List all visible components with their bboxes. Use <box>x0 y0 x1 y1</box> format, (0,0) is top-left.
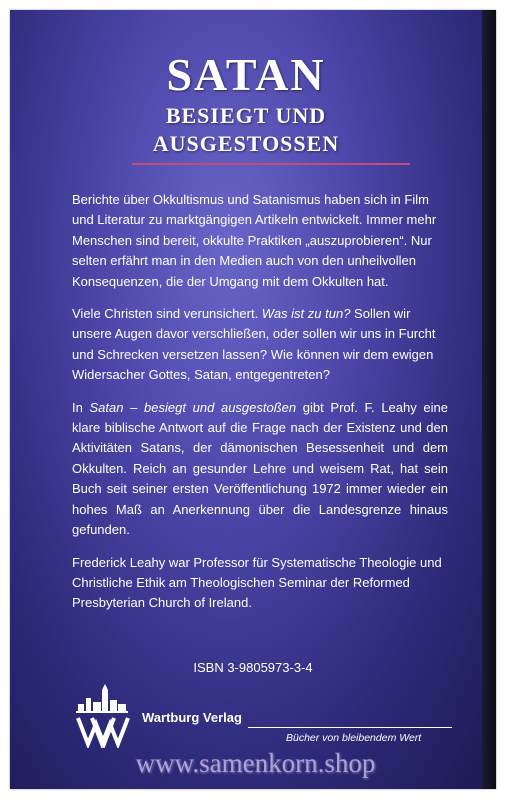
shop-watermark: www.samenkorn.shop <box>135 748 376 778</box>
book-title: SATAN <box>166 49 326 100</box>
blurb-text <box>72 190 448 626</box>
p3-text-b: gibt Prof. F. Leahy eine klare biblische Antwort auf die Frage nach der Existenz und den Aktivitäten Satans, der dämonischen Besessenheit und dem Okkulten. Reich an gesunder Lehre und weisem Rat, hat sein Buch seit seiner ersten Veröffentlichung 1972 immer wieder ein hohes Maß an Anerkennung über die Landesgrenze hinaus gefunden. <box>72 399 448 538</box>
p2-italic: Was ist zu tun? <box>261 306 351 322</box>
book-subtitle <box>10 102 482 158</box>
p3-italic: Satan – besiegt und ausgestoßen <box>89 399 297 415</box>
subtitle-line-2: AUSGESTOSSEN <box>152 131 340 156</box>
slogan-divider <box>248 727 452 728</box>
publisher-slogan: Bücher von bleibendem Wert <box>286 732 422 744</box>
blurb-paragraph-1: Berichte über Okkultismus und Satanismus haben sich in Film und Literatur zu marktgängigen Artikeln entwickelt. Immer mehr Menschen sind bereit, okkulte Praktiken „auszuprobieren“. Nur selten erfährt man in den Medien auch von den unheilvollen Konsequenzen, die der Umgang mit dem Okkulten hat. <box>72 192 437 289</box>
p3-text-a: In <box>72 399 90 415</box>
p2-text-b: Sollen wir unsere Augen davor verschließen, oder sollen wir uns in Furcht und Schrecken versetzen lassen? Wie können wir dem ewigen Widersacher Gottes, Satan, entgegentreten? <box>72 306 436 383</box>
subtitle-line-1: BESIEGT UND <box>165 103 327 128</box>
book-back-cover <box>10 10 496 789</box>
p2-text-a: Viele Christen sind verunsichert. <box>72 306 262 322</box>
publisher-name: Wartburg Verlag <box>142 710 242 725</box>
author-bio: Frederick Leahy war Professor für Systematische Theologie und Christliche Ethik am Theologischen Seminar der Reformed Presbyterian Church of Ireland. <box>72 554 442 611</box>
wartburg-castle-logo-icon <box>72 684 136 748</box>
blurb-paragraph-2 <box>72 304 448 386</box>
title-divider <box>132 163 410 165</box>
blurb-paragraph-3 <box>72 398 448 541</box>
isbn: ISBN 3-9805973-3-4 <box>193 660 313 675</box>
